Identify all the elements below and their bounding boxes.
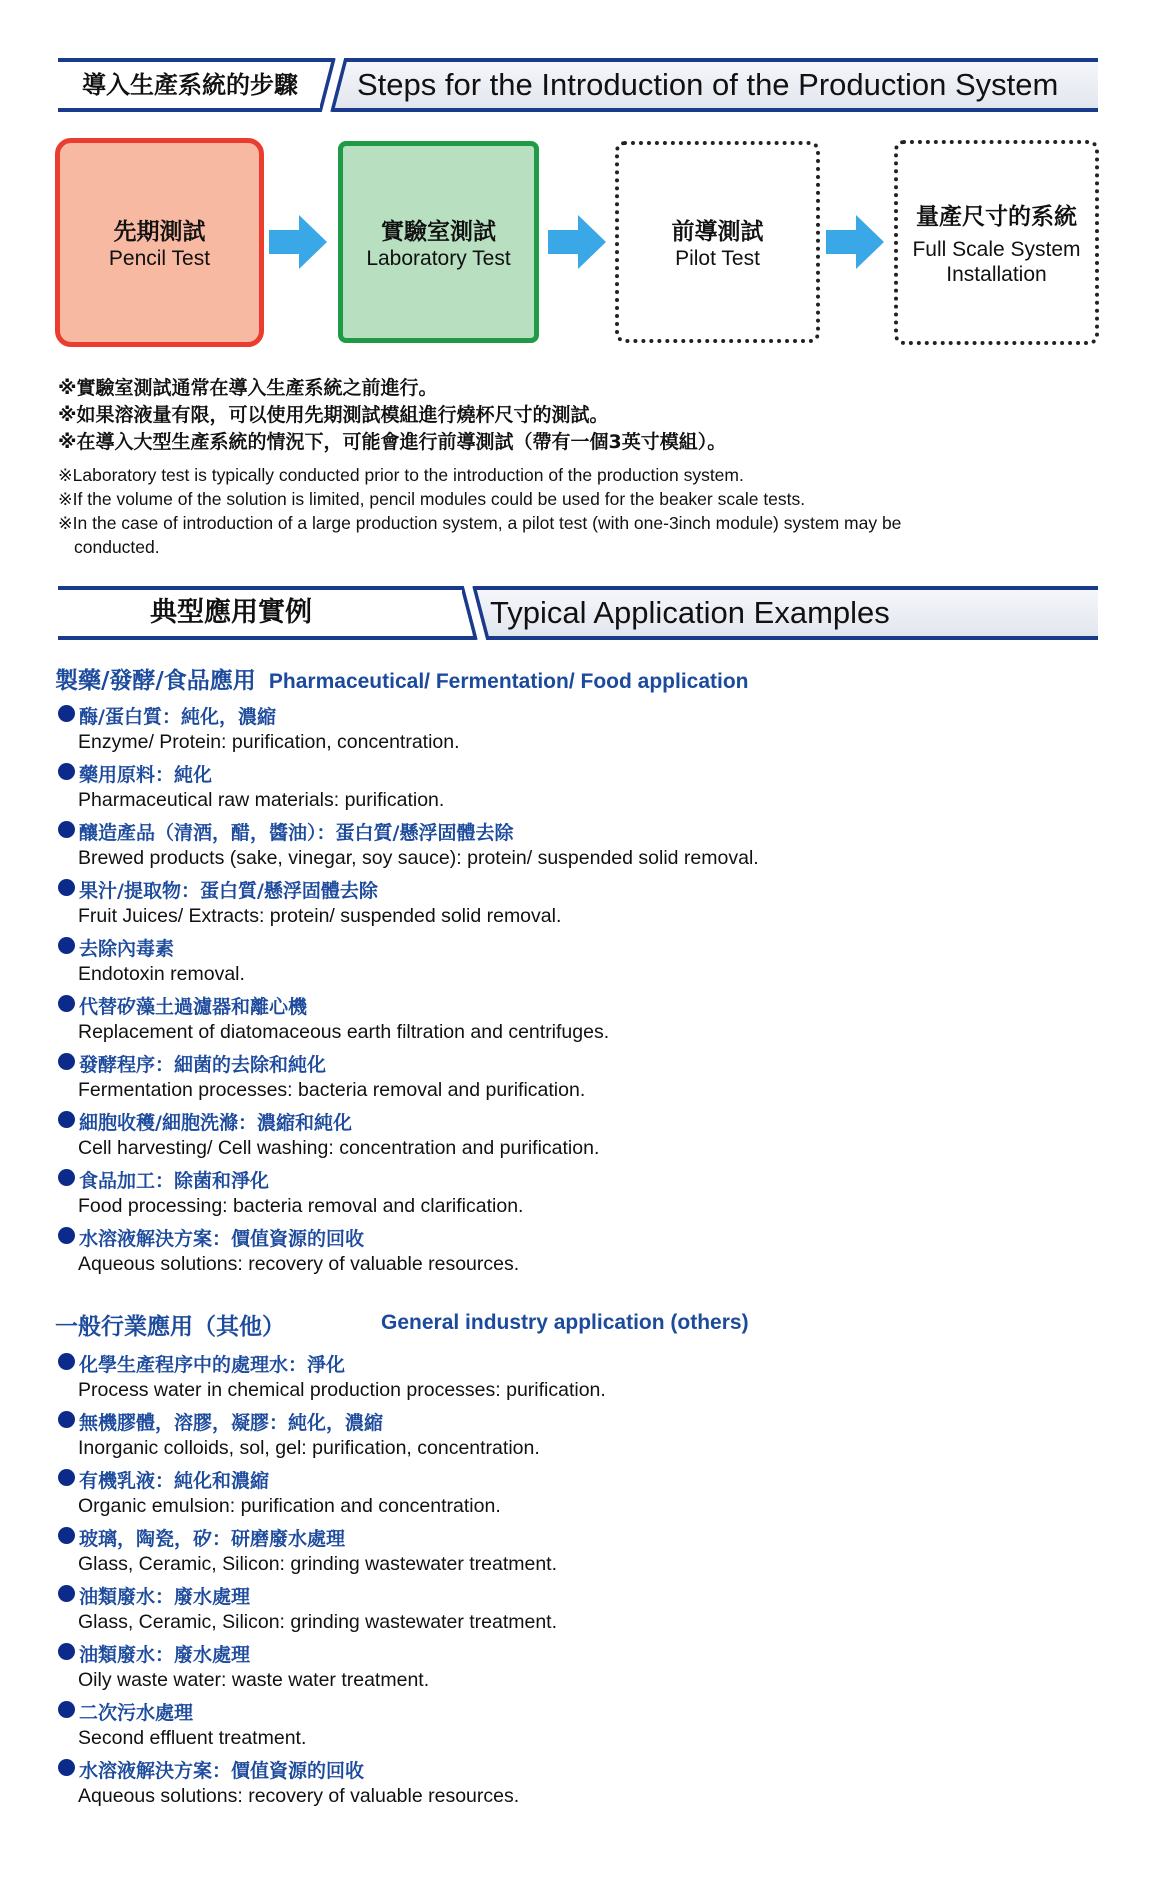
bullet-icon <box>58 1527 75 1544</box>
list-item <box>58 1108 352 1135</box>
general-heading-en: General industry application (others) <box>381 1311 749 1334</box>
list-item-zh: 水溶液解決方案：價值資源的回收 <box>79 1228 365 1250</box>
bullet-icon <box>58 821 75 838</box>
list-item-zh: 二次污水處理 <box>79 1702 194 1724</box>
bullet-icon <box>58 705 75 722</box>
note-en: ※Laboratory test is typically conducted prior to the introduction of the production system. <box>58 465 744 485</box>
list-item <box>58 1640 250 1667</box>
note-zh: ※如果溶液量有限，可以使用先期測試模組進行燒杯尺寸的測試。 <box>58 404 609 426</box>
list-item-zh: 水溶液解決方案：價值資源的回收 <box>79 1760 365 1782</box>
list-item-en: Oily waste water: waste water treatment. <box>78 1669 430 1691</box>
list-item <box>58 934 174 961</box>
list-item-en: Organic emulsion: purification and concentration. <box>78 1495 501 1517</box>
list-item <box>58 876 378 903</box>
bullet-icon <box>58 1585 75 1602</box>
list-item <box>58 1050 326 1077</box>
list-item-en: Aqueous solutions: recovery of valuable resources. <box>78 1785 520 1807</box>
list-item <box>58 1166 269 1193</box>
step-pilot-test <box>615 141 820 343</box>
list-item-zh: 藥用原料：純化 <box>79 764 213 786</box>
list-item-en: Aqueous solutions: recovery of valuable resources. <box>78 1253 520 1275</box>
list-item-en: Pharmaceutical raw materials: purification. <box>78 789 445 811</box>
step-label-zh: 前導測試 <box>671 218 764 245</box>
bullet-icon <box>58 1353 75 1370</box>
note-en: conducted. <box>74 537 160 557</box>
bullet-icon <box>58 1759 75 1776</box>
step-laboratory-test <box>338 141 539 343</box>
list-item <box>58 1408 383 1435</box>
bullet-icon <box>58 879 75 896</box>
step-label-zh: 先期測試 <box>113 219 206 246</box>
right-arrow-icon <box>824 213 886 271</box>
bullet-icon <box>58 1227 75 1244</box>
list-item-en: Replacement of diatomaceous earth filtration and centrifuges. <box>78 1021 610 1043</box>
step-label-zh: 實驗室測試 <box>381 218 496 245</box>
list-item-en: Food processing: bacteria removal and clarification. <box>78 1195 524 1217</box>
list-item-zh: 果汁/提取物：蛋白質/懸浮固體去除 <box>79 880 378 902</box>
bullet-icon <box>58 1169 75 1186</box>
list-item <box>58 1524 345 1551</box>
bullet-icon <box>58 1053 75 1070</box>
list-item-en: Fruit Juices/ Extracts: protein/ suspended solid removal. <box>78 905 562 927</box>
bullet-icon <box>58 937 75 954</box>
general-heading-zh: 一般行業應用（其他） <box>55 1314 285 1340</box>
list-item-en: Endotoxin removal. <box>78 963 245 985</box>
list-item <box>58 1756 364 1783</box>
bullet-icon <box>58 1643 75 1660</box>
step-label-en: Laboratory Test <box>366 246 511 270</box>
list-item-en: Enzyme/ Protein: purification, concentration. <box>78 731 460 753</box>
list-item-zh: 細胞收穫/細胞洗滌：濃縮和純化 <box>79 1112 352 1134</box>
steps-banner-title-en: Steps for the Introduction of the Production System <box>357 67 1059 102</box>
note-en: ※If the volume of the solution is limited, pencil modules could be used for the beaker scale tests. <box>58 489 806 509</box>
list-item <box>58 760 212 787</box>
step-pencil-test <box>55 138 264 347</box>
right-arrow-icon <box>546 213 608 271</box>
pharma-heading <box>55 662 749 695</box>
step-label-en: Pilot Test <box>675 246 760 270</box>
list-item-zh: 油類廢水：廢水處理 <box>79 1586 251 1608</box>
note-zh: ※實驗室測試通常在導入生產系統之前進行。 <box>58 377 438 399</box>
list-item <box>58 1466 269 1493</box>
steps-banner-title-zh: 導入生產系統的步驟 <box>82 71 298 99</box>
right-arrow-icon <box>267 213 329 271</box>
bullet-icon <box>58 995 75 1012</box>
note-zh: ※在導入大型生產系統的情況下，可能會進行前導測試（帶有一個3英寸模組）。 <box>58 431 727 453</box>
step-label-en: Pencil Test <box>108 247 211 271</box>
list-item-zh: 釀造產品（清酒，醋，醬油）：蛋白質/懸浮固體去除 <box>79 822 514 844</box>
list-item <box>58 1224 364 1251</box>
bullet-icon <box>58 1701 75 1718</box>
general-heading <box>55 1308 749 1341</box>
pharma-heading-en: Pharmaceutical/ Fermentation/ Food application <box>268 670 749 693</box>
step-full-scale-system <box>894 140 1099 345</box>
list-item-zh: 無機膠體，溶膠，凝膠：純化，濃縮 <box>79 1412 384 1434</box>
list-item <box>58 1582 250 1609</box>
list-item-zh: 玻璃，陶瓷，矽：研磨廢水處理 <box>79 1528 346 1550</box>
list-item <box>58 992 307 1019</box>
list-item <box>58 1350 345 1377</box>
pharma-heading-zh: 製藥/發酵/食品應用 <box>55 668 256 694</box>
bullet-icon <box>58 1411 75 1428</box>
list-item-zh: 酶/蛋白質：純化，濃縮 <box>79 706 276 728</box>
examples-banner-title-zh: 典型應用實例 <box>150 597 312 628</box>
bullet-icon <box>58 1111 75 1128</box>
list-item-zh: 油類廢水：廢水處理 <box>79 1644 251 1666</box>
list-item-zh: 化學生產程序中的處理水：淨化 <box>79 1354 346 1376</box>
list-item-zh: 食品加工：除菌和淨化 <box>79 1170 270 1192</box>
list-item-en: Glass, Ceramic, Silicon: grinding wastewater treatment. <box>78 1553 558 1575</box>
list-item-en: Process water in chemical production processes: purification. <box>78 1379 606 1401</box>
list-item-en: Second effluent treatment. <box>78 1727 307 1749</box>
list-item-en: Fermentation processes: bacteria removal and purification. <box>78 1079 586 1101</box>
list-item-en: Glass, Ceramic, Silicon: grinding wastewater treatment. <box>78 1611 558 1633</box>
list-item-en: Brewed products (sake, vinegar, soy sauce): protein/ suspended solid removal. <box>78 847 759 869</box>
step-label-en-line1: Full Scale System <box>912 237 1081 261</box>
list-item-en: Cell harvesting/ Cell washing: concentration and purification. <box>78 1137 600 1159</box>
examples-banner <box>58 586 1098 640</box>
list-item-zh: 代替矽藻土過濾器和離心機 <box>79 996 308 1018</box>
bullet-icon <box>58 1469 75 1486</box>
examples-banner-title-en: Typical Application Examples <box>490 595 890 630</box>
list-item-zh: 有機乳液：純化和濃縮 <box>79 1470 270 1492</box>
steps-banner <box>58 58 1098 112</box>
bullet-icon <box>58 763 75 780</box>
step-label-en-line2: Installation <box>946 263 1047 286</box>
list-item-en: Inorganic colloids, sol, gel: purification, concentration. <box>78 1437 540 1459</box>
list-item <box>58 702 276 729</box>
note-en: ※In the case of introduction of a large production system, a pilot test (with one-3inch module) system may be <box>58 513 902 533</box>
list-item <box>58 818 513 845</box>
list-item-zh: 發酵程序：細菌的去除和純化 <box>79 1054 327 1076</box>
list-item <box>58 1698 193 1725</box>
list-item-zh: 去除內毒素 <box>79 938 175 960</box>
step-label-zh: 量產尺寸的系統 <box>916 203 1077 230</box>
